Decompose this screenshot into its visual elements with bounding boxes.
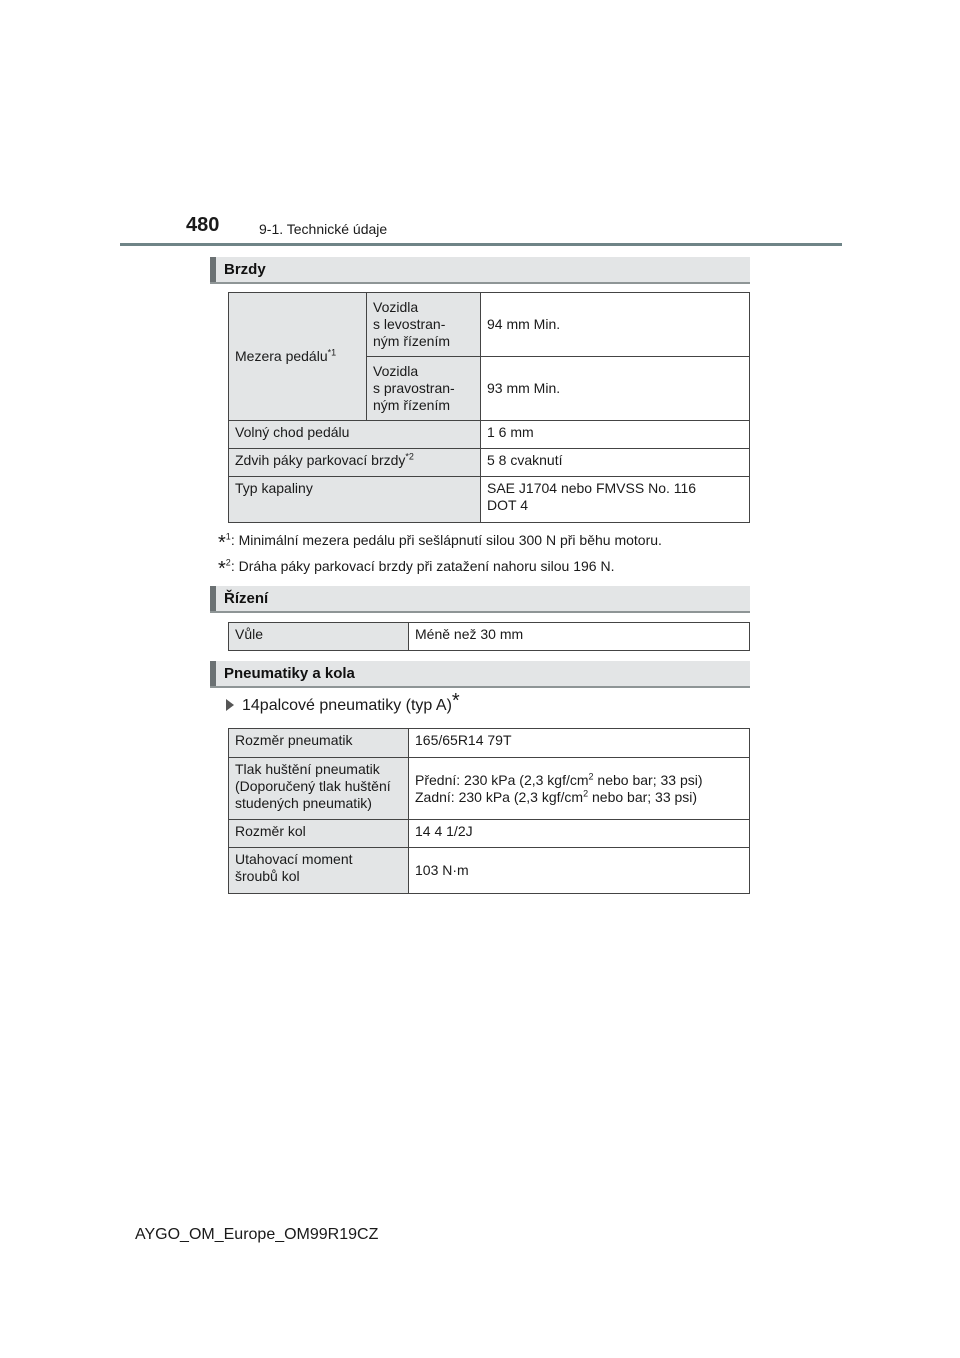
pressure-label-cell: [229, 758, 409, 820]
table-row: [229, 623, 750, 651]
footnote-mark: *: [218, 558, 226, 580]
superscript: 2: [588, 770, 594, 781]
section-bar: [210, 661, 216, 686]
pressure-text: Zadní: 230 kPa (2,3 kgf/cm: [415, 788, 584, 805]
footnote-ref: *2: [405, 451, 414, 462]
pressure-label-line: studených pneumatik): [235, 795, 372, 811]
lhd-label-cell: [367, 293, 481, 357]
footnote-mark: *: [451, 690, 460, 712]
pressure-value-cell: [409, 758, 750, 820]
footnote-number: 2: [225, 557, 231, 568]
footnote-text: : Dráha páky parkovací brzdy při zatažení nahoru silou 196 N.: [230, 558, 615, 574]
rhd-line: Vozidla: [373, 363, 419, 379]
tire-size-value: 165/65R14 79T: [409, 729, 750, 758]
torque-label-line: šroubů kol: [235, 868, 300, 884]
fluid-line: DOT 4: [487, 497, 528, 513]
section-heading-steering: [210, 586, 750, 613]
pressure-text: nebo bar; 33 psi): [593, 771, 703, 788]
rhd-value: 93 mm Min.: [481, 357, 750, 421]
table-row: [229, 848, 750, 894]
table-row: [229, 758, 750, 820]
tire-size-label: Rozměr pneumatik: [229, 729, 409, 758]
table-row: [229, 421, 750, 449]
section-title: Řízení: [224, 590, 269, 607]
lever-label-cell: [229, 449, 481, 477]
rhd-label-cell: [367, 357, 481, 421]
header-rule: [120, 243, 842, 246]
document-code: AYGO_OM_Europe_OM99R19CZ: [135, 1226, 379, 1243]
section-heading-brakes: [210, 257, 750, 284]
play-value: Méně než 30 mm: [409, 623, 750, 651]
footnote-number: 1: [225, 531, 231, 542]
torque-label-cell: [229, 848, 409, 894]
rhd-line: ným řízením: [373, 397, 451, 413]
pressure-text: Přední: 230 kPa (2,3 kgf/cm: [415, 771, 589, 788]
subheading-text: 14palcové pneumatiky (typ A): [242, 697, 452, 714]
pressure-text: nebo bar; 33 psi): [588, 788, 698, 805]
pressure-label-line: (Doporučený tlak huštění: [235, 778, 391, 794]
fluid-value-cell: [481, 477, 750, 523]
table-row: [229, 820, 750, 848]
footnote-2: [218, 557, 615, 580]
pressure-label-line: Tlak huštění pneumatik: [235, 761, 380, 777]
section-heading-tires: [210, 661, 750, 688]
rhd-line: s pravostran-: [373, 380, 455, 396]
footnote-ref: *1: [327, 347, 337, 358]
rear-pressure: [415, 789, 743, 806]
pedal-gap-label-cell: [229, 293, 367, 421]
table-row: [229, 477, 750, 523]
brakes-table: [228, 292, 750, 523]
torque-label-line: Utahovací moment: [235, 851, 353, 867]
wheel-size-value: 14 4 1/2J: [409, 820, 750, 848]
page-number: 480: [186, 214, 220, 236]
section-bar: [210, 257, 216, 282]
lhd-value: 94 mm Min.: [481, 293, 750, 357]
footnote-1: [218, 531, 662, 554]
lever-label: Zdvih páky parkovací brzdy: [235, 452, 406, 468]
section-bar: [210, 586, 216, 611]
torque-value: 103 N·m: [409, 848, 750, 894]
section-title: Brzdy: [224, 261, 266, 278]
fluid-line: SAE J1704 nebo FMVSS No. 116: [487, 480, 697, 496]
play-label: Vůle: [229, 623, 409, 651]
tire-subheading: [226, 690, 460, 715]
pedal-gap-label: Mezera pedálu: [235, 348, 328, 364]
free-play-value: 1 6 mm: [481, 421, 750, 449]
steering-table: [228, 622, 750, 651]
lhd-line: ným řízením: [373, 333, 451, 349]
footnote-text: : Minimální mezera pedálu při sešlápnutí silou 300 N při běhu motoru.: [230, 532, 662, 548]
footnote-mark: *: [218, 532, 226, 554]
front-pressure: [415, 772, 743, 789]
triangle-bullet-icon: [226, 699, 234, 711]
lhd-line: s levostran-: [373, 316, 446, 332]
table-row: [229, 449, 750, 477]
lhd-line: Vozidla: [373, 299, 419, 315]
table-row: [229, 729, 750, 758]
chapter-title: 9-1. Technické údaje: [259, 221, 388, 237]
wheel-size-label: Rozměr kol: [229, 820, 409, 848]
superscript: 2: [583, 787, 589, 798]
fluid-label: Typ kapaliny: [229, 477, 481, 523]
free-play-label: Volný chod pedálu: [229, 421, 481, 449]
table-row: [229, 293, 750, 357]
tires-table: [228, 728, 750, 894]
lever-value: 5 8 cvaknutí: [481, 449, 750, 477]
section-title: Pneumatiky a kola: [224, 665, 355, 682]
